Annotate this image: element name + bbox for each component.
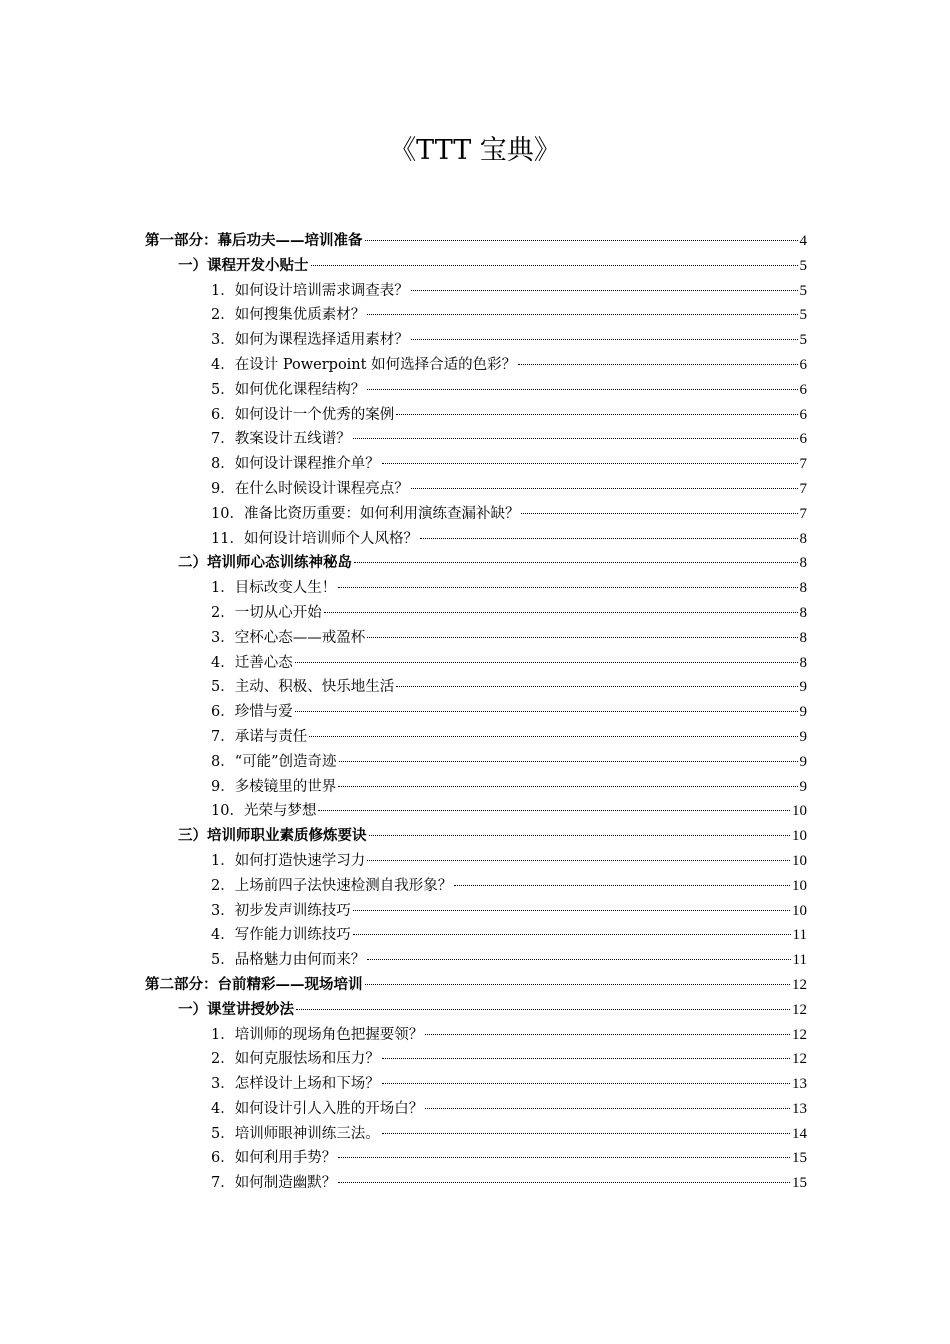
toc-entry-title: 4．在设计 Powerpoint 如何选择合适的色彩？ bbox=[211, 356, 517, 373]
toc-entry-title: 6．珍惜与爱 bbox=[211, 704, 293, 721]
toc-dot-leader bbox=[353, 438, 798, 439]
toc-entry-title: 7．教案设计五线谱？ bbox=[211, 431, 351, 448]
toc-entry-title: 3．如何为课程选择适用素材？ bbox=[211, 332, 409, 349]
toc-entry[interactable] bbox=[145, 576, 807, 601]
toc-page-number: 5 bbox=[799, 257, 807, 274]
toc-entry[interactable] bbox=[145, 675, 807, 700]
toc-dot-leader bbox=[367, 314, 797, 315]
toc-page-number: 10 bbox=[792, 852, 807, 869]
toc-page-number: 6 bbox=[799, 356, 807, 373]
toc-dot-leader bbox=[521, 513, 797, 514]
toc-dot-leader bbox=[411, 339, 798, 340]
toc-page-number: 5 bbox=[799, 332, 807, 349]
toc-entry-title: 4．写作能力训练技巧 bbox=[211, 927, 351, 944]
toc-entry-title: 2．如何克服怯场和压力？ bbox=[211, 1051, 380, 1068]
toc-entry-title: 8．如何设计课程推介单？ bbox=[211, 456, 380, 473]
toc-page-number: 6 bbox=[799, 381, 807, 398]
toc-entry[interactable] bbox=[145, 626, 807, 651]
toc-entry-title: 7．承诺与责任 bbox=[211, 728, 308, 745]
toc-entry-title: 3．怎样设计上场和下场？ bbox=[211, 1076, 380, 1093]
toc-entry-title: 3．初步发声训练技巧 bbox=[211, 902, 351, 919]
toc-dot-leader bbox=[367, 637, 797, 638]
toc-dot-leader bbox=[296, 1009, 790, 1010]
toc-entry-title: 2．如何搜集优质素材？ bbox=[211, 307, 366, 324]
toc-page-number: 5 bbox=[799, 282, 807, 299]
toc-entry[interactable] bbox=[145, 998, 807, 1023]
toc-dot-leader bbox=[396, 414, 797, 415]
toc-entry-title: 第一部分：幕后功夫——培训准备 bbox=[145, 232, 363, 249]
toc-dot-leader bbox=[367, 860, 790, 861]
toc-entry[interactable] bbox=[145, 229, 807, 254]
toc-entry[interactable] bbox=[145, 775, 807, 800]
toc-dot-leader bbox=[367, 389, 797, 390]
toc-entry-title: 11．如何设计培训师个人风格？ bbox=[211, 530, 418, 547]
toc-page-number: 11 bbox=[792, 952, 807, 969]
toc-dot-leader bbox=[411, 488, 798, 489]
toc-entry-title: 三）培训师职业素质修炼要诀 bbox=[178, 827, 367, 845]
toc-entry[interactable] bbox=[145, 477, 807, 502]
toc-page-number: 8 bbox=[799, 654, 807, 671]
toc-dot-leader bbox=[311, 265, 798, 266]
toc-entry-title: 10．准备比资历重要：如何利用演练查漏补缺？ bbox=[211, 505, 520, 522]
toc-page-number: 10 bbox=[792, 877, 807, 894]
toc-page-number: 6 bbox=[799, 431, 807, 448]
toc-entry-title: 9．多棱镜里的世界 bbox=[211, 778, 337, 795]
toc-dot-leader bbox=[382, 1133, 790, 1134]
toc-entry[interactable] bbox=[145, 378, 807, 403]
toc-entry[interactable] bbox=[145, 452, 807, 477]
toc-entry[interactable] bbox=[145, 353, 807, 378]
toc-page-number: 13 bbox=[792, 1100, 807, 1117]
toc-entry[interactable] bbox=[145, 403, 807, 428]
toc-dot-leader bbox=[353, 910, 790, 911]
toc-entry[interactable] bbox=[145, 279, 807, 304]
toc-entry-title: 二）培训师心态训练神秘岛 bbox=[178, 554, 352, 572]
toc-entry[interactable] bbox=[145, 328, 807, 353]
toc-dot-leader bbox=[318, 810, 790, 811]
toc-page-number: 10 bbox=[792, 902, 807, 919]
toc-entry[interactable] bbox=[145, 1072, 807, 1097]
toc-entry[interactable] bbox=[145, 502, 807, 527]
toc-entry-title: 6．如何利用手势？ bbox=[211, 1150, 337, 1167]
toc-entry-title: 6．如何设计一个优秀的案例 bbox=[211, 406, 395, 423]
toc-dot-leader bbox=[295, 662, 798, 663]
toc-entry[interactable] bbox=[145, 427, 807, 452]
toc-page-number: 8 bbox=[799, 629, 807, 646]
toc-page-number: 7 bbox=[799, 505, 807, 522]
toc-page-number: 15 bbox=[792, 1175, 807, 1192]
toc-dot-leader bbox=[425, 1108, 790, 1109]
toc-page-number: 5 bbox=[799, 307, 807, 324]
toc-entry-title: 2．一切从心开始 bbox=[211, 604, 322, 621]
toc-entry-title: 4．如何设计引人入胜的开场白？ bbox=[211, 1100, 424, 1117]
toc-page-number: 8 bbox=[799, 555, 807, 572]
toc-entry[interactable] bbox=[145, 1047, 807, 1072]
toc-entry-title: 5．品格魅力由何而来？ bbox=[211, 952, 366, 969]
toc-page-number: 15 bbox=[792, 1150, 807, 1167]
toc-entry[interactable] bbox=[145, 973, 807, 998]
toc-page-number: 9 bbox=[799, 679, 807, 696]
toc-page-number: 8 bbox=[799, 580, 807, 597]
toc-entry[interactable] bbox=[145, 1171, 807, 1196]
toc-dot-leader bbox=[367, 959, 790, 960]
toc-entry-title: 一）课堂讲授妙法 bbox=[178, 1000, 294, 1018]
toc-dot-leader bbox=[309, 736, 797, 737]
toc-entry[interactable] bbox=[145, 601, 807, 626]
toc-page-number: 7 bbox=[799, 456, 807, 473]
toc-page-number: 10 bbox=[792, 803, 807, 820]
toc-entry-title: 一）课程开发小贴士 bbox=[178, 256, 309, 274]
toc-entry[interactable] bbox=[145, 923, 807, 948]
toc-page-number: 8 bbox=[799, 604, 807, 621]
toc-entry[interactable] bbox=[145, 303, 807, 328]
toc-entry-title: 5．主动、积极、快乐地生活 bbox=[211, 679, 395, 696]
toc-entry[interactable] bbox=[145, 551, 807, 576]
toc-page-number: 8 bbox=[799, 530, 807, 547]
toc-dot-leader bbox=[396, 686, 797, 687]
toc-entry-title: 1．如何打造快速学习力 bbox=[211, 852, 366, 869]
toc-page-number: 4 bbox=[799, 233, 807, 249]
toc-page-number: 9 bbox=[799, 778, 807, 795]
toc-dot-leader bbox=[420, 538, 798, 539]
toc-entry[interactable] bbox=[145, 254, 807, 279]
toc-entry-title: 10．光荣与梦想 bbox=[211, 803, 317, 820]
toc-entry[interactable] bbox=[145, 799, 807, 824]
toc-dot-leader bbox=[354, 562, 798, 563]
toc-entry-title: 第二部分：台前精彩——现场培训 bbox=[145, 975, 363, 993]
toc-entry-title: 5．培训师眼神训练三法。 bbox=[211, 1125, 380, 1142]
toc-entry-title: 9．在什么时候设计课程亮点？ bbox=[211, 480, 409, 497]
toc-dot-leader bbox=[324, 612, 798, 613]
document-title: 《TTT 宝典》 bbox=[389, 135, 561, 166]
toc-page-number: 12 bbox=[792, 1051, 807, 1068]
toc-entry-title: 5．如何优化课程结构？ bbox=[211, 381, 366, 398]
toc-page-number: 6 bbox=[799, 406, 807, 423]
toc-entry-title: 8．“可能”创造奇迹 bbox=[211, 753, 337, 770]
toc-dot-leader bbox=[382, 1083, 790, 1084]
toc-dot-leader bbox=[411, 290, 798, 291]
toc-dot-leader bbox=[365, 984, 791, 985]
toc-dot-leader bbox=[425, 1034, 790, 1035]
toc-entry[interactable] bbox=[145, 1146, 807, 1171]
toc-page-number: 13 bbox=[792, 1076, 807, 1093]
toc-entry[interactable] bbox=[145, 874, 807, 899]
toc-entry[interactable] bbox=[145, 849, 807, 874]
toc-page-number: 10 bbox=[792, 828, 807, 845]
toc-entry[interactable] bbox=[145, 948, 807, 973]
toc-dot-leader bbox=[339, 761, 798, 762]
toc-dot-leader bbox=[338, 786, 797, 787]
toc-entry[interactable] bbox=[145, 750, 807, 775]
toc-entry[interactable] bbox=[145, 725, 807, 750]
toc-entry-title: 2．上场前四子法快速检测自我形象？ bbox=[211, 877, 453, 894]
toc-entry[interactable] bbox=[145, 824, 807, 849]
toc-entry[interactable] bbox=[145, 527, 807, 552]
toc-entry-title: 1．培训师的现场角色把握要领？ bbox=[211, 1026, 424, 1043]
toc-dot-leader bbox=[365, 240, 798, 241]
toc-page-number: 9 bbox=[799, 704, 807, 721]
toc-page-number: 9 bbox=[799, 753, 807, 770]
toc-dot-leader bbox=[338, 1182, 790, 1183]
toc-dot-leader bbox=[454, 885, 790, 886]
toc-page-number: 14 bbox=[792, 1125, 807, 1142]
toc-dot-leader bbox=[353, 934, 791, 935]
toc-page-number: 11 bbox=[792, 927, 807, 944]
toc-dot-leader bbox=[518, 364, 797, 365]
toc-dot-leader bbox=[338, 1157, 790, 1158]
toc-entry-title: 1．如何设计培训需求调查表？ bbox=[211, 282, 409, 299]
toc-dot-leader bbox=[382, 1058, 790, 1059]
toc-page-number: 12 bbox=[792, 1026, 807, 1043]
table-of-contents bbox=[145, 229, 807, 1196]
toc-entry[interactable] bbox=[145, 1122, 807, 1147]
toc-entry-title: 4．迁善心态 bbox=[211, 654, 293, 671]
toc-entry[interactable] bbox=[145, 700, 807, 725]
toc-page-number: 12 bbox=[792, 976, 807, 993]
toc-page-number: 9 bbox=[799, 728, 807, 745]
toc-entry-title: 7．如何制造幽默？ bbox=[211, 1175, 337, 1192]
toc-entry[interactable] bbox=[145, 1023, 807, 1048]
toc-page-number: 7 bbox=[799, 480, 807, 497]
toc-dot-leader bbox=[295, 711, 798, 712]
toc-entry-title: 1．目标改变人生！ bbox=[211, 580, 337, 597]
toc-dot-leader bbox=[338, 587, 797, 588]
toc-dot-leader bbox=[382, 463, 798, 464]
toc-page-number: 12 bbox=[792, 1001, 807, 1018]
toc-entry[interactable] bbox=[145, 899, 807, 924]
toc-entry-title: 3．空杯心态——戒盈杯 bbox=[211, 629, 366, 646]
toc-entry[interactable] bbox=[145, 651, 807, 676]
toc-dot-leader bbox=[369, 835, 791, 836]
toc-entry[interactable] bbox=[145, 1097, 807, 1122]
